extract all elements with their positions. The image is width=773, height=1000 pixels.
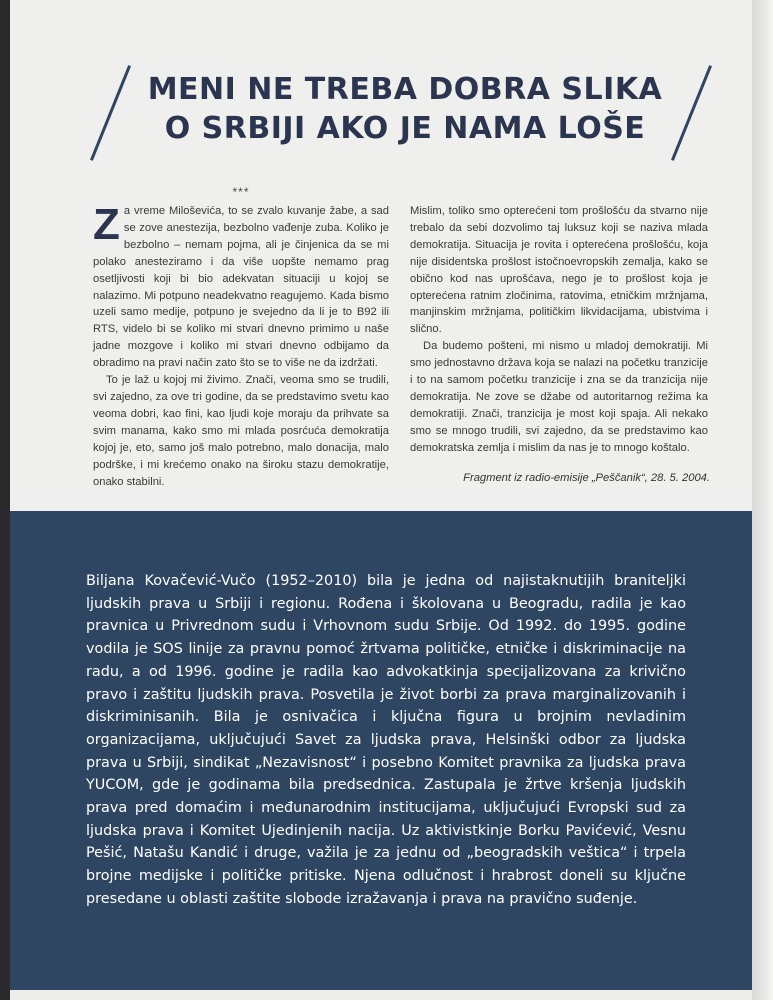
section-separator: *** xyxy=(232,185,250,199)
page-bottom-strip xyxy=(10,990,752,1000)
right-paragraph-1: Mislim, toliko smo opterećeni tom prošlošću da stvarno nije trebalo da sebi dozvolimo taj luksuz koji se naziva mlada demokratija. Situacija je rovita i opterećena prošlošću, koja nije disidentska prošlost istočnoevropskih zemalja, kako se obično kod nas uprošćava, nego je to prošlost koja je opterećena ratnim zločinima, ratovima, etničkim mržnjama, manjinskim mržnjama, političkim likvidacijama, ubistvima i slično. xyxy=(410,205,708,336)
source-citation: Fragment iz radio-emisije „Peščanik“, 28. 5. 2004. xyxy=(463,472,710,484)
title-line-2: O SRBIJI AKO JE NAMA LOŠE xyxy=(164,111,646,146)
left-paragraph-2: To je laž u kojoj mi živimo. Znači, veoma smo se trudili, svi zajedno, za ove tri godine, da se predstavimo svetu kao veoma dobri, kao fini, kao ljudi koje moraju da prihvate sa svim manama, kako smo mi mlada posrćuća demokratija kojoj je, eto, samo još malo potrebno, malo donacija, malo podrške, i mi krećemo onako na široku stazu demokratije, onako stabilni. xyxy=(93,374,389,488)
bio-text: Biljana Kovačević-Vučo (1952–2010) bila je jedna od najistaknutijih braniteljki ljudskih prava u Srbiji i regionu. Rođena i školovana u Beogradu, radila je kao pravnica u Privrednom sudu i Vrhovnom sudu Srbije. Od 1992. do 1995. godine vodila je SOS linije za pravnu pomoć žrtvama političke, etničke i diskriminacije na radu, a od 1996. godine je radila kao advokatkinja specijalizovana za krivično pravo i zaštitu ljudskih prava. Posvetila je život borbi za prava marginalizovanih i diskriminisanih. Bila je osnivačica i ključna figura u brojnim nevladinim organizacijama, uključujući Savet za ljudska prava, Helsinški odbor za ljudska prava u Srbiji, sindikat „Nezavisnost“ i posebno Komitet pravnika za ljudska prava YUCOM, gde je godinama bila predsednica. Zastupala je žrtve kršenja ljudskih prava pred domaćim i međunarodnim institucijama, uključujući Evropski sud za ljudska prava i Komitet Ujedinjenih nacija. Uz aktivistkinje Borku Pavićević, Vesnu Pešić, Natašu Kandić i druge, važila je za jednu od „beogradskih veštica“ i trpela brojne medijske i političke pritiske. Njena odlučnost i hrabrost doneli su ključne presedane u oblasti zaštite slobode izražavanja i prava na pravično suđenje. xyxy=(86,573,686,907)
right-paragraph-2: Da budemo pošteni, mi nismo u mladoj demokratiji. Mi smo jednostavno država koja se nalazi na početku tranzicije i to na samom početku tranzicije i zna se da tranzicija nije demokratija. Ne zove se džabe od autoritarnog režima ka demokratiji. Znači, tranzicija je most koji spaja. Ali nekako smo se mnogo trudili, svi zajedno, da se predstavimo kao demokratska zemlja i mislim da nas je to mnogo koštalo. xyxy=(410,340,708,454)
left-paragraph-1 xyxy=(93,200,389,372)
dropcap: Z xyxy=(93,200,120,249)
right-column xyxy=(410,203,708,457)
left-column xyxy=(93,200,389,490)
title-line-1: MENI NE TREBA DOBRA SLIKA xyxy=(147,72,663,107)
page-edge xyxy=(752,0,773,1000)
left-paragraph-1-text: a vreme Miloševića, to se zvalo kuvanje žabe, a sad se zove anestezija, bezbolno vađenje zuba. Koliko je bezbolno – nemam pojma, ali je činjenica da se mi polako anesteziramo i da više uopšte nemamo prag osetljivosti koji bi bio adekvatan situaciji u kojoj se nalazimo. Mi potpuno neadekvatno reagujemo. Kada bismo uzeli samo medije, potpuno je svejedno da li je to B92 ili RTS, videlo bi se koliko mi stvari dnevno primimo u naše jadne mozgove i koliko mi stvari dnevno odbijamo da obradimo na pravi način zato što se to više ne da izdržati. xyxy=(93,205,389,370)
page-title xyxy=(120,70,690,148)
